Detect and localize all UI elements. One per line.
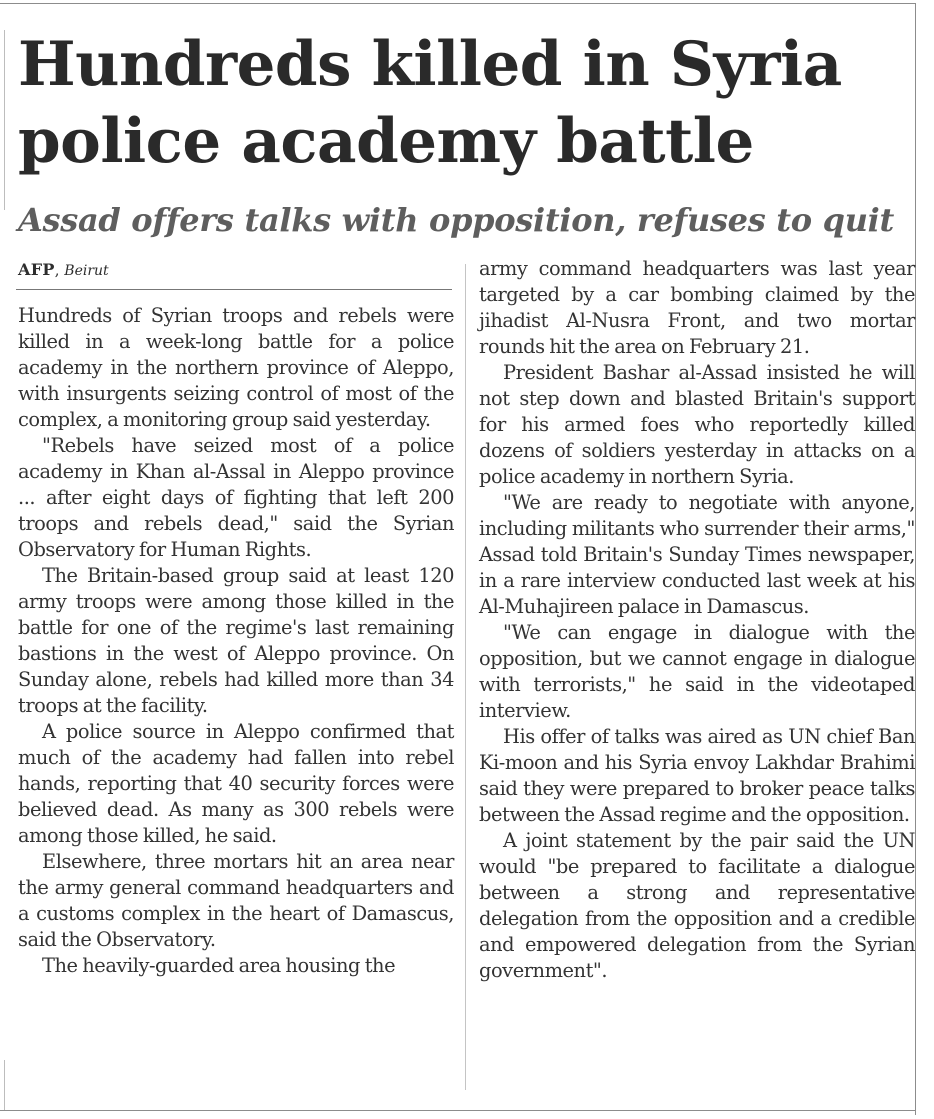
- article-column-right: [479, 256, 915, 984]
- paragraph: The heavily-guarded area housing the: [42, 954, 396, 977]
- headline-line-1: Hundreds killed in Syria: [18, 29, 842, 100]
- column-divider: [465, 264, 466, 1090]
- paragraph: "We are ready to negotiate with anyone, including militants who surrender their arms," Assad told Britain's Sunday Times newspaper, in a rare interview conducted last week at his Al-Muhajireen palace in Damascus.: [479, 491, 915, 618]
- byline: [18, 260, 109, 281]
- article-subheadline: Assad offers talks with opposition, refuses to quit: [18, 201, 895, 239]
- clipping-left-border-top: [4, 30, 5, 210]
- paragraph: President Bashar al-Assad insisted he will not step down and blasted Britain's support for his armed foes who reportedly killed dozens of soldiers yesterday in attacks on a police academy in northern Syria.: [479, 361, 915, 488]
- paragraph: "Rebels have seized most of a police academy in Khan al-Assal in Aleppo province ... after eight days of fighting that left 200 troops and rebels dead," said the Syrian Observatory for Human Rights.: [18, 434, 454, 561]
- article-column-left: [18, 303, 454, 979]
- paragraph: Elsewhere, three mortars hit an area near the army general command headquarters and a customs complex in the heart of Damascus, said the Observatory.: [18, 850, 454, 951]
- headline-line-2: police academy battle: [18, 106, 754, 177]
- article-headline: [18, 26, 914, 180]
- byline-location: Beirut: [64, 263, 109, 279]
- paragraph: Hundreds of Syrian troops and rebels were killed in a week-long battle for a police academy in the northern province of Aleppo, with insurgents seizing control of most of the complex, a monitoring group said yesterday.: [18, 304, 454, 431]
- clipping-right-border: [915, 3, 916, 1115]
- byline-separator: ,: [54, 261, 60, 279]
- clipping-bottom-border: [0, 1110, 916, 1111]
- paragraph: A police source in Aleppo confirmed that much of the academy had fallen into rebel hands, reporting that 40 security forces were believed dead. As many as 300 rebels were among those killed, he said.: [18, 720, 454, 847]
- byline-divider: [16, 289, 452, 290]
- clipping-top-border: [0, 3, 916, 4]
- paragraph: A joint statement by the pair said the UN would "be prepared to facilitate a dialogue between a strong and representative delegation from the opposition and a credible and empowered delegation from the Syrian government".: [479, 829, 915, 982]
- paragraph: His offer of talks was aired as UN chief Ban Ki-moon and his Syria envoy Lakhdar Brahimi said they were prepared to broker peace talks between the Assad regime and the opposition.: [479, 725, 915, 826]
- paragraph: "We can engage in dialogue with the opposition, but we cannot engage in dialogue with terrorists," he said in the videotaped interview.: [479, 621, 915, 722]
- byline-agency: AFP: [18, 260, 55, 279]
- paragraph: The Britain-based group said at least 120 army troops were among those killed in the battle for one of the regime's last remaining bastions in the west of Aleppo province. On Sunday alone, rebels had killed more than 34 troops at the facility.: [18, 564, 454, 717]
- paragraph: army command headquarters was last year targeted by a car bombing claimed by the jihadist Al-Nusra Front, and two mortar rounds hit the area on February 21.: [479, 257, 915, 358]
- clipping-left-border-bottom: [4, 1060, 5, 1110]
